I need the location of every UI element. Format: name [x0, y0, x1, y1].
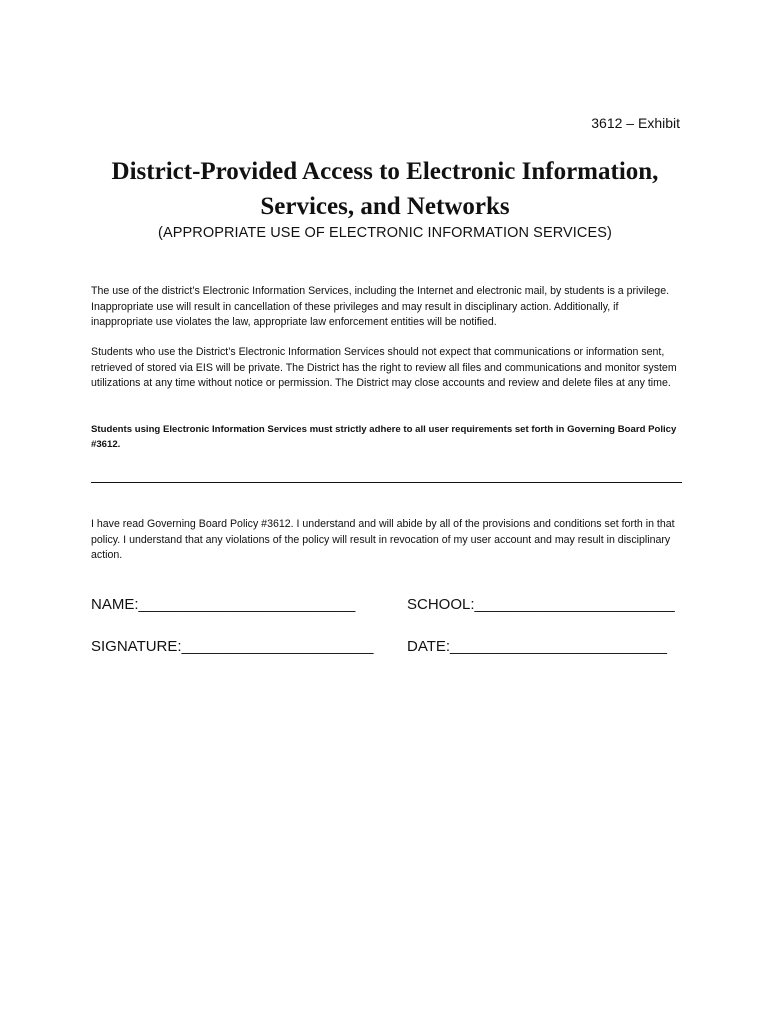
date-field[interactable]: DATE:__________________________	[407, 638, 667, 655]
acknowledgement-paragraph: I have read Governing Board Policy #3612. I understand and will abide by all of the provisions and conditions set forth in that policy. I understand that any violations of the policy will result in revocation of my user account and may result in disciplinary action.	[91, 518, 675, 561]
policy-paragraph-privacy: Students who use the District’s Electronic Information Services should not expect that communications or information sent, retrieved of stored via EIS will be private. The District has the right to review all files and communications and monitor system utilizations at any time without notice or permission. The District may close accounts and review and delete files at any time.	[91, 346, 677, 389]
signature-field[interactable]: SIGNATURE:_______________________	[91, 638, 374, 655]
section-divider	[91, 482, 682, 483]
policy-paragraph-privilege: The use of the district’s Electronic Information Services, including the Internet and electronic mail, by students is a privilege. Inappropriate use will result in cancellation of these privileges and may result in disciplinary action. Additionally, if inappropriate use violates the law, appropriate law enforcement entities will be notified.	[91, 285, 670, 328]
exhibit-label: 3612 – Exhibit	[591, 115, 680, 131]
title-line-1: District-Provided Access to Electronic Information,	[111, 158, 659, 185]
document-subtitle: (APPROPRIATE USE OF ELECTRONIC INFORMATION SERVICES)	[158, 225, 612, 241]
name-field[interactable]: NAME:__________________________	[91, 596, 356, 613]
document-title	[0, 154, 770, 224]
title-line-2: Services, and Networks	[260, 193, 510, 220]
school-field[interactable]: SCHOOL:________________________	[407, 596, 675, 613]
policy-paragraph-adherence: Students using Electronic Information Services must strictly adhere to all user requirements set forth in Governing Board Policy #3612.	[91, 424, 677, 450]
